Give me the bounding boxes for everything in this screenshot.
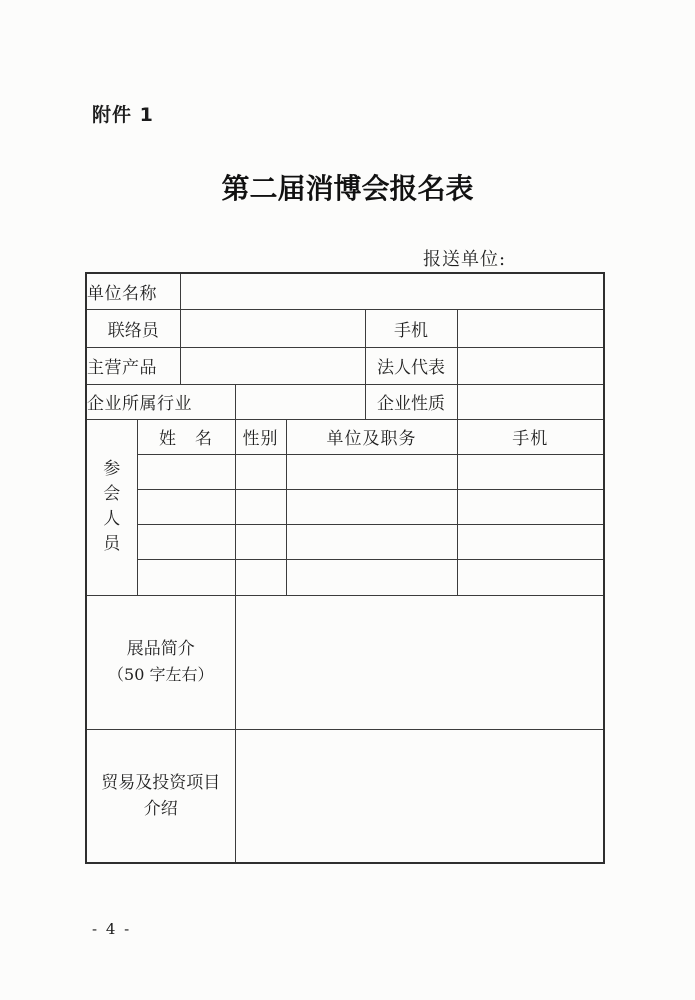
exhibit-intro-label-line2: （50 字左右） <box>108 665 214 684</box>
participant-gender-cell <box>235 454 286 489</box>
row-industry <box>86 384 604 419</box>
unit-name-value-cell <box>180 273 604 309</box>
main-products-label: 主营产品 <box>86 347 180 384</box>
main-products-value-cell <box>180 347 365 384</box>
page-title: 第二届消博会报名表 <box>221 172 474 205</box>
exhibit-intro-label-line1: 展品简介 <box>126 639 195 659</box>
participants-group-label <box>86 419 137 595</box>
participant-name-cell <box>137 524 235 559</box>
contact-person-label: 联络员 <box>86 309 180 347</box>
participants-group-label-char: 员 <box>103 534 121 554</box>
participant-name-cell <box>137 489 235 524</box>
trade-invest-label-line2: 介绍 <box>143 798 178 819</box>
contact-mobile-value-cell <box>457 309 604 347</box>
row-contact <box>86 309 604 347</box>
trade-invest-value-cell <box>235 729 604 863</box>
participant-row <box>86 524 604 559</box>
participants-group-label-char: 参 <box>103 459 121 479</box>
participant-mobile-cell <box>457 524 604 559</box>
participants-header-row <box>86 419 604 454</box>
participant-mobile-cell <box>457 559 604 595</box>
submitting-unit-label: 报送单位: <box>423 249 507 270</box>
participant-row <box>86 454 604 489</box>
attachment-label: 附件 1 <box>92 104 154 126</box>
exhibit-intro-value-cell <box>235 595 604 729</box>
participant-row <box>86 559 604 595</box>
participant-mobile-cell <box>457 454 604 489</box>
page-number: - 4 - <box>92 920 132 938</box>
row-unit-name <box>86 273 604 309</box>
participant-gender-cell <box>235 489 286 524</box>
participant-unit-position-cell <box>286 454 457 489</box>
participant-name-cell <box>137 559 235 595</box>
participants-header-name: 姓 名 <box>137 419 235 454</box>
participants-header-mobile: 手机 <box>457 419 604 454</box>
legal-representative-value-cell <box>457 347 604 384</box>
participants-group-label-char: 人 <box>103 509 121 529</box>
participant-name-cell <box>137 454 235 489</box>
participants-header-unit-position: 单位及职务 <box>286 419 457 454</box>
participant-row <box>86 489 604 524</box>
participants-group-label-char: 会 <box>103 484 121 504</box>
row-exhibit-intro <box>86 595 604 729</box>
participants-header-gender: 性别 <box>235 419 286 454</box>
participant-mobile-cell <box>457 489 604 524</box>
contact-person-value-cell <box>180 309 365 347</box>
participant-unit-position-cell <box>286 489 457 524</box>
row-trade-invest <box>86 729 604 863</box>
participant-unit-position-cell <box>286 559 457 595</box>
enterprise-nature-value-cell <box>457 384 604 419</box>
enterprise-nature-label: 企业性质 <box>365 384 457 419</box>
participant-unit-position-cell <box>286 524 457 559</box>
legal-representative-label: 法人代表 <box>365 347 457 384</box>
industry-value-cell <box>235 384 365 419</box>
contact-mobile-label: 手机 <box>365 309 457 347</box>
exhibit-intro-label <box>86 595 235 729</box>
participant-gender-cell <box>235 524 286 559</box>
trade-invest-label <box>86 729 235 863</box>
row-main-products <box>86 347 604 384</box>
industry-label: 企业所属行业 <box>86 384 235 419</box>
trade-invest-label-line1: 贸易及投资项目 <box>101 772 221 793</box>
registration-form-table <box>85 272 605 864</box>
participant-gender-cell <box>235 559 286 595</box>
unit-name-label: 单位名称 <box>86 273 180 309</box>
